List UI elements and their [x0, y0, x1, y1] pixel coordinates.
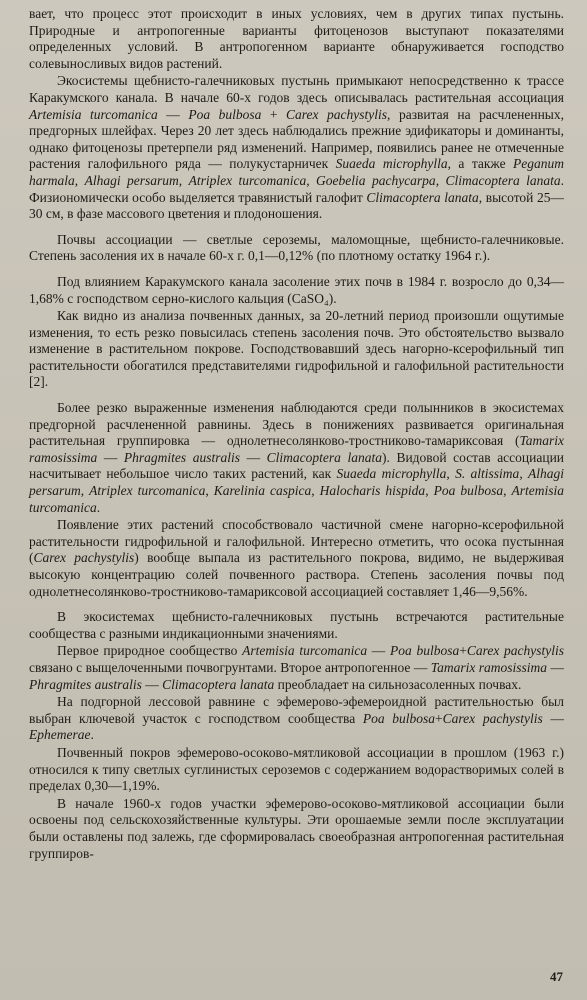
paragraph: Почвенный покров эфемерово-осоково-мятликовой ассоциации в прошлом (1963 г.) относился к типу светлых суглинистых сероземов с содержанием водорастворимых солей в пределах 0,30—1,19%. — [29, 744, 564, 794]
paragraph: вает, что процесс этот происходит в иных условиях, чем в других типах пустынь. Природные и антропогенные варианты фитоценозов выступают показателями определенных условий. В антропогенном варианте обнаруживается господство солевыносливых видов растений. — [29, 6, 564, 71]
paragraph: На подгорной лессовой равнине с эфемерово-эфемероидной растительностью был выбран ключевой участок с господством сообщества Poa bulbosa+Carex pachystylis — Ephemerae. — [29, 694, 564, 743]
paragraph: В начале 1960-х годов участки эфемерово-осоково-мятликовой ассоциации были освоены под сельскохозяйственные культуры. Эти орошаемые земли после эксплуатации были оставлены под залежь, где сформировалась своеобразная антропогенная растительная группиров- — [29, 795, 564, 861]
paragraph: Под влиянием Каракумского канала засоление этих почв в 1984 г. возросло до 0,34—1,68% с господством серно-кислого кальция (CaSO₄). — [29, 273, 564, 306]
paragraph: Как видно из анализа почвенных данных, за 20-летний период произошли ощутимые изменения, то есть резко повысилась степень засоления почв. Это обстоятельство вызвало изменение в растительном покрове. Господствовавший здесь нагорно-ксерофильный тип растительности обогатился представителями гидрофильной и галофильной растительности [2]. — [29, 308, 564, 390]
paragraph: В экосистемах щебнисто-галечниковых пустынь встречаются растительные сообщества с разными индикационными значениями. — [29, 609, 564, 641]
text-body — [29, 6, 564, 862]
paragraph: Первое природное сообщество Artemisia turcomanica — Poa bulbosa+Carex pachystylis связано с выщелоченными почвогрунтами. Второе антропогенное — Tamarix ramosissima — Phragmites australis — Climacoptera lanata преобладает на сильнозасоленных почвах. — [29, 643, 565, 692]
paragraph: Почвы ассоциации — светлые сероземы, маломощные, щебнисто-галечниковые. Степень засоления их в начале 60-х г. 0,1—0,12% (по плотному остатку 1964 г.). — [29, 231, 564, 264]
paragraph: Экосистемы щебнисто-галечниковых пустынь примыкают непосредственно к трассе Каракумского канала. В начале 60-х годов здесь описывалась растительная ассоциация Artemisia turcomanica — Poa bulbosa + Carex pachystylis, развитая на расчлененных, предгорных шлейфах. Через 20 лет здесь наблюдались прежние эдификаторы и доминанты, однако фитоценозы претерпели ряд изменений. Например, появились ранее не отмеченные растения галофильного ряда — полукустарничек Suaeda microphylla, а также Peganum harmala, Alhagi persarum, Atriplex turcomanica, Goebelia pachycarpa, Climacoptera lanata. Физиономически особо выделяется травянистый галофит Climacoptera lanata, высотой 25—30 см, в фазе массового цветения и плодоношения. — [29, 73, 565, 222]
page-number: 47 — [550, 969, 563, 985]
paragraph: Появление этих растений способствовало частичной смене нагорно-ксерофильной растительности гидрофильной и галофильной. Интересно отметить, что осока пустынная (Carex pachystylis) вообще выпала из растительного покрова, видимо, не выдерживая высокую концентрацию солей почвенного раствора. Степень засоления почвы под однолетнесолянково-тростниково-тамариксовой ассоциацией составляет 1,46—9,56%. — [29, 517, 564, 599]
paragraph: Более резко выраженные изменения наблюдаются среди полынников в экосистемах предгорной расчлененной равнины. Здесь в понижениях развивается оригинальная растительная группировка — однолетнесолянково-тростниково-тамариксовая (Tamarix ramosissima — Phragmites australis — Climacoptera lanata). Видовой состав ассоциации насчитывает небольшое число таких растений, как Suaeda microphylla, S. altissima, Alhagi persarum, Atriplex turcomanica, Karelinia caspica, Halocharis hispida, Poa bulbosa, Artemisia turcomanica. — [29, 400, 565, 515]
